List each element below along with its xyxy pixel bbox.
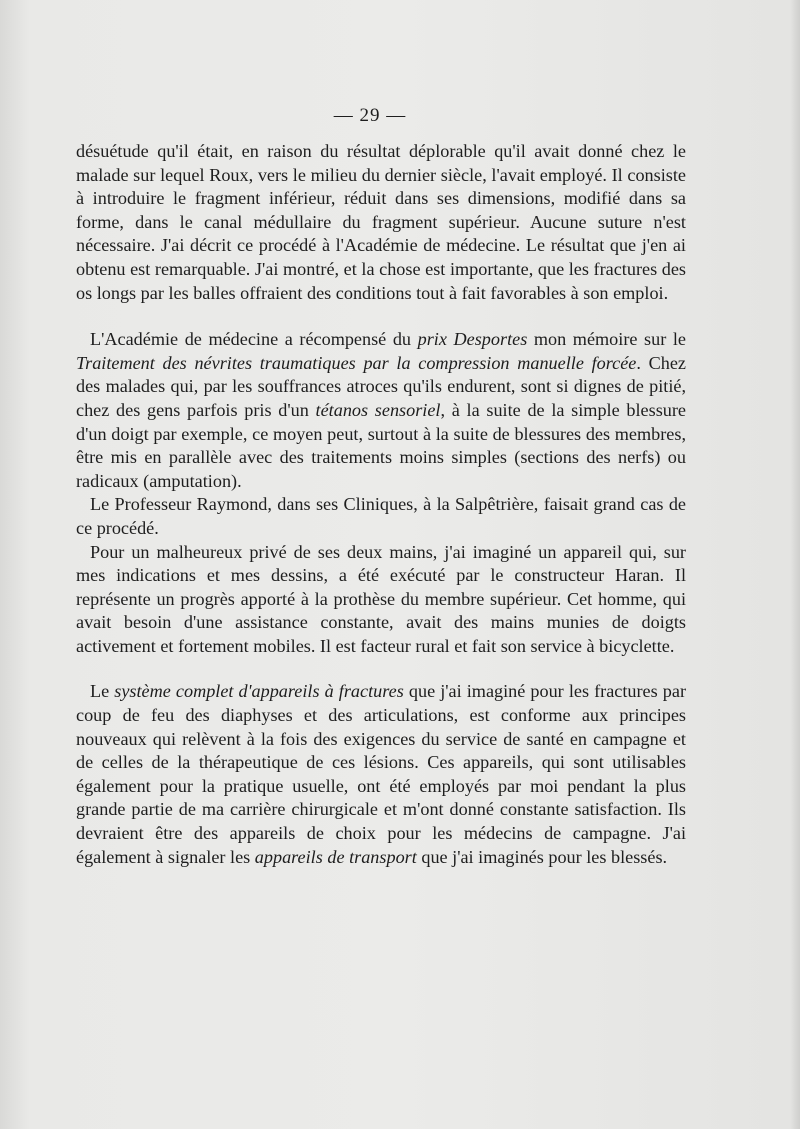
paragraph-2 xyxy=(76,328,686,493)
paragraph-4 xyxy=(76,541,686,659)
text-run: Le Professeur Raymond, dans ses Cliniques, à la Salpêtrière, faisait grand cas de ce procédé. xyxy=(76,494,686,538)
italic-phrase: Traitement des névrites traumatiques par la compression manuelle forcée xyxy=(76,352,637,373)
body-text xyxy=(76,140,686,869)
paragraph-1 xyxy=(76,140,686,305)
text-run: . Chez des malades qui, par les souffrances atroces qu'ils endurent, sont si dignes de pitié, chez des gens parfois pris d'un xyxy=(76,352,686,420)
text-run: que j'ai imaginés pour les blessés. xyxy=(416,846,668,867)
text-run: Pour un malheureux privé de ses deux mains, j'ai imaginé un appareil qui, sur mes indications et mes dessins, a été exécuté par le constructeur Haran. Il représente un progrès apporté à la prothèse du membre supérieur. Cet homme, qui avait besoin d'une assistance constante, avait des mains munies de doigts activement et fortement mobiles. Il est facteur rural et fait son service à bicyclette. xyxy=(76,541,686,656)
italic-phrase: appareils de transport xyxy=(254,846,417,867)
italic-phrase: système complet d'appareils à fractures xyxy=(114,681,404,702)
italic-phrase: tétanos sensoriel xyxy=(315,399,441,420)
text-run: mon mémoire sur le xyxy=(527,329,686,350)
text-run: que j'ai imaginé pour les fractures par coup de feu des diaphyses et des articulations, est conforme aux principes nouveaux qui relèvent à la fois des exigences du service de santé en campagne et de celles de la thérapeutique de ces lésions. Ces appareils, qui sont utilisables également pour la pratique usuelle, ont été employés par moi pendant la plus grande partie de ma carrière chirurgicale et m'ont donné constante satisfaction. Ils devraient être des appareils de choix pour les médecins de campagne. J'ai également à signaler les xyxy=(76,681,686,867)
italic-phrase: prix Desportes xyxy=(417,329,528,350)
text-run: , à la suite de la simple blessure d'un doigt par exemple, ce moyen peut, surtout à la suite de blessures des membres, être mis en parallèle avec des traitements moins simples (sections des nerfs) ou radicaux (amputation). xyxy=(76,399,686,491)
paragraph-3 xyxy=(76,493,686,540)
page-number: — 29 — xyxy=(333,105,407,126)
text-run: désuétude qu'il était, en raison du résultat déplorable qu'il avait donné chez le malade sur lequel Roux, vers le milieu du dernier siècle, l'avait employé. Il consiste à introduire le fragment inférieur, réduit dans ses dimensions, modifié dans sa forme, dans le canal médullaire du fragment supérieur. Aucune suture n'est nécessaire. J'ai décrit ce procédé à l'Académie de médecine. Le résultat que j'en ai obtenu est remarquable. J'ai montré, et la chose est importante, que les fractures des os longs par les balles offraient des conditions tout à fait favorables à son emploi. xyxy=(76,141,686,303)
paragraph-5 xyxy=(76,680,686,869)
text-run: Le xyxy=(90,681,115,702)
text-run: L'Académie de médecine a récompensé du xyxy=(90,329,418,350)
